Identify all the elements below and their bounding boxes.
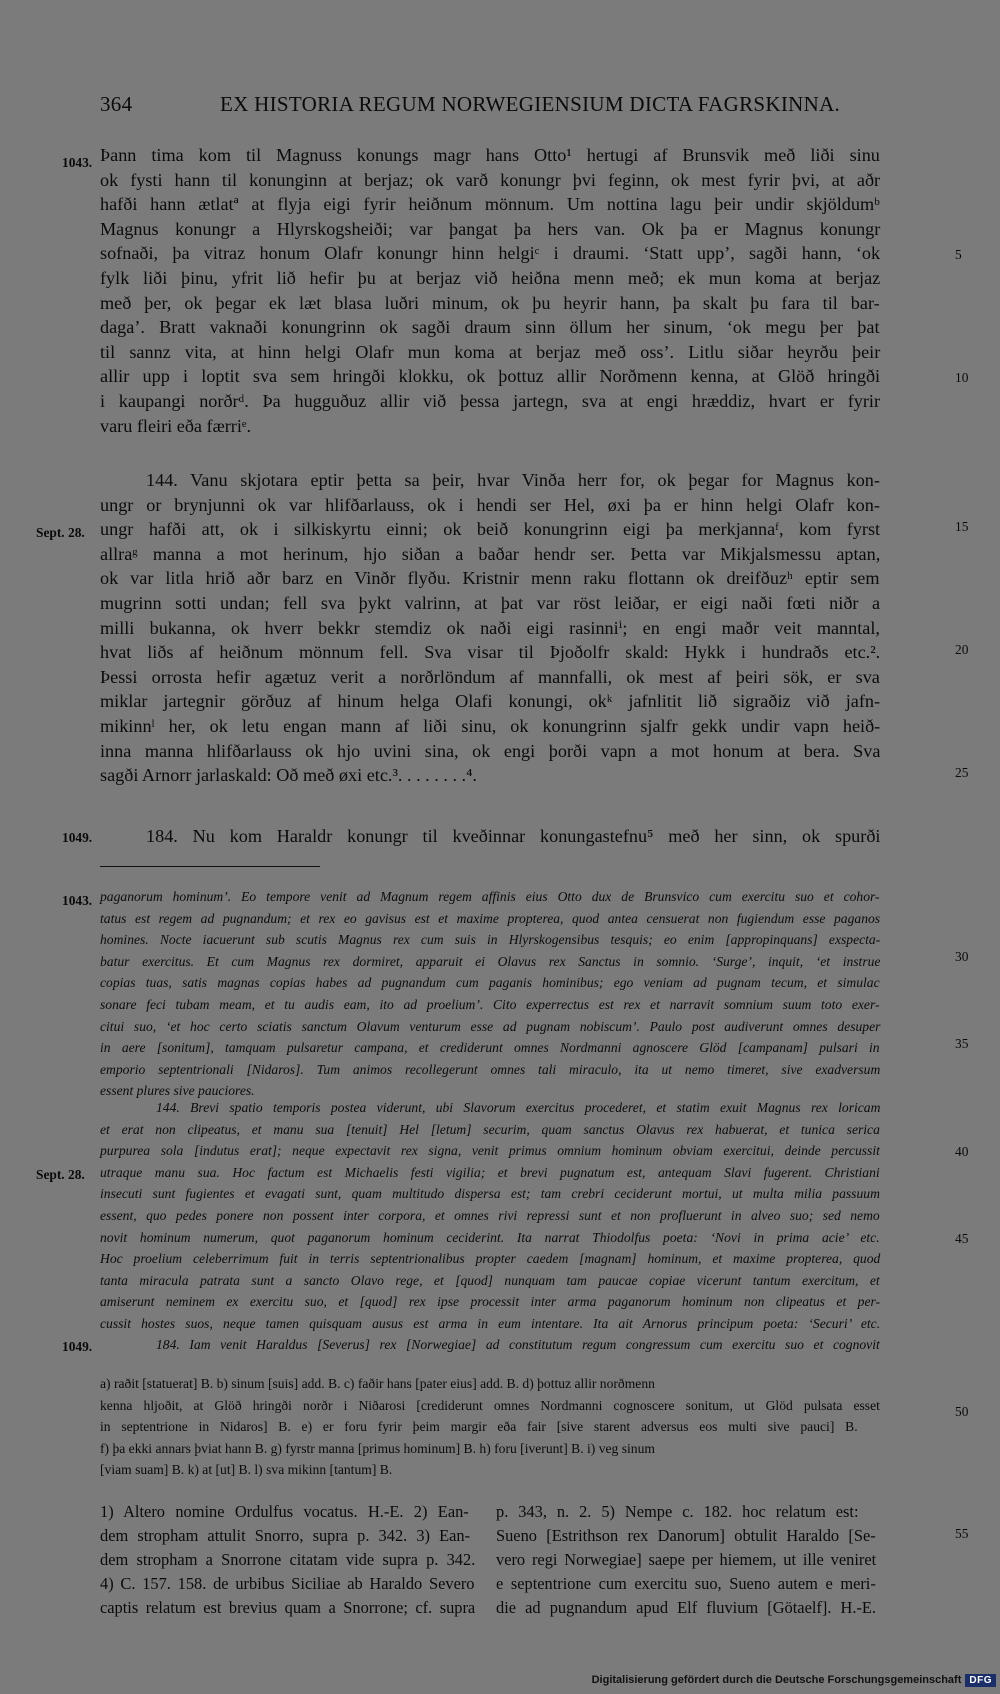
margin-note: Sept. 28.	[36, 1167, 85, 1182]
latin-text-line: 144. Brevi spatio temporis postea viderunt, ubi Slavorum exercitus procederet, et statim exuit Magnus rex loricam	[156, 1100, 881, 1115]
variants-line: [viam suam] B. k) at [ut] B. l) sva mikinn [tantum] B.	[100, 1462, 393, 1477]
latin-text-line: batur exercitus. Et cum Magnus rex dormiret, apparuit ei Olavus rex Sanctus in somnio. ‘Surge’, inquit, ‘et instrue	[100, 953, 881, 969]
latin-text-line: amiserunt neminem ex exercitu suo, et [quod] rex ipse processit inter arma paganorum hominum non clipeatus et per-	[100, 1294, 881, 1310]
latin-text-line: tanta miracula patrata sunt a sancto Olavo rege, et [quod] nunquam tam paucae copiae vicerunt tantum exercitum, et	[100, 1272, 880, 1288]
variants-line: in septentrione in Nidaros] B. e) er foru fyrir þeim margir eða fair [sive starent adversus eos multi sive pauci] B.	[100, 1419, 858, 1434]
main-text-line: Þann tima kom til Magnuss konungs magr hans Otto¹ hertugi af Brunsvik með liði sinu	[100, 145, 880, 165]
latin-text-line: essent, quo pedes ponere non possent inter corpora, et omnes rivi repressi sunt et non profluerunt in alveo suo; sed nemo	[100, 1208, 880, 1223]
dfg-banner	[592, 1672, 996, 1688]
footnotes-right-line: Sueno [Estrithson rex Danorum] obtulit Haraldo [Se-	[496, 1526, 876, 1545]
main-text-line: 144. Vanu skjotara eptir þetta sa þeir, hvar Vinða herr for, ok þegar for Magnus kon-	[146, 470, 880, 490]
latin-text-line: et erat non clipeatus, et manu sua [tenuit] Hel [letum] securim, quam sanctus Olavus rex habuerat, et tunica serica	[100, 1121, 880, 1137]
line-number: 20	[955, 642, 969, 657]
latin-text-line: tatus est regem ad pugnandum; et rex eo gavisus est et maxime propterea, quod antea censuerat non fugiendum esse paganos	[100, 910, 881, 926]
main-text-line: milli bukanna, ok hverr bekkr stemdiz ok naði eigi rasinniⁱ; en engi maðr veit manntal,	[100, 617, 880, 638]
main-text-line: inna manna hlifðarlauss ok hjo uvini sina, ok engi þorði vapn a mot honum at bera. Sva	[100, 740, 881, 761]
footnotes-left-line: dem stropham a Snorrone citatam vide supra p. 342.	[100, 1550, 476, 1569]
latin-text-line: novit hominum numerum, quot paganorum hominum ceciderint. Ita narrat Thiodolfus poeta: ‘Novi in prima acie’ etc.	[100, 1229, 880, 1245]
latin-text-line: copias tuas, satis magnas copias habes ad pugnandum cum paganis hominibus; ego veniam ad pugnam tecum, et simulac	[100, 975, 880, 991]
latin-text-line: emporio septentrionali [Nidaros]. Tum animos recollegerunt omnes tali miraculo, ita ut nemo timeret, sive exadversum	[100, 1061, 881, 1077]
footnotes-right-line: e septentrione cum exercitu suo, Sueno autem e meri-	[496, 1574, 876, 1593]
main-text-line: til sannz vita, at hinn helgi Olafr mun koma at berjaz með oss’. Litlu siðar heyrðu þeir	[100, 341, 881, 362]
line-number: 10	[955, 370, 969, 385]
latin-text-line: insecuti sunt fugientes et evagati sunt, quam multitudo dispersa est; tam crebri ceciderunt mortui, ut multa milia passuum	[100, 1186, 880, 1202]
main-text-line: allir upp i loptit sva sem hringði klokku, ok þottuz allir Norðmenn kenna, at Glöð hringði	[100, 366, 881, 387]
main-text-line: mugrinn sotti undan; fell sva þykt valrinn, at þat var röst leiðar, er eigi naði fœti niðr a	[100, 593, 881, 613]
latin-text-line: essent plures sive pauciores.	[100, 1083, 255, 1099]
margin-note: 1043.	[62, 893, 93, 908]
banner-text: Digitalisierung gefördert durch die Deutsche Forschungsgemeinschaft	[591, 1674, 962, 1686]
main-text-line: sofnaði, þa vitraz honum Olafr konungr hinn helgiᶜ i draumi. ‘Statt upp’, sagði hann, ‘ok	[100, 243, 881, 264]
main-text-line: allraᵍ manna a mot herinum, hjo siðan a baðar hendr ser. Þetta var Mikjalsmessu aptan,	[100, 543, 881, 564]
footnotes-right-line: p. 343, n. 2. 5) Nempe c. 182. hoc relatum est:	[496, 1502, 859, 1521]
line-number: 5	[955, 247, 962, 262]
margin-note: Sept. 28.	[36, 525, 85, 540]
line-number: 40	[955, 1144, 969, 1159]
main-text-line: ungr hafði att, ok i silkiskyrtu einni; ok beið konungrinn eigi þa merkjannaᶠ, kom fyrst	[100, 519, 881, 540]
line-number: 55	[955, 1526, 969, 1541]
latin-text-line: purpurea sola [indutus erat]; neque expectavit rex signa, venit primus omnium hominum obviam exercitui, deinde percussit	[100, 1143, 880, 1159]
footnotes-left-line: captis relatum est brevius quam a Snorrone; cf. supra	[100, 1598, 476, 1617]
footnotes-right-line: die ad pugnandum apud Elf fluvium [Götaelf]. H.-E.	[496, 1598, 877, 1617]
variants-line: a) raðit [statuerat] B. b) sinum [suis] add. B. c) faðir hans [pater eius] add. B. d) þottuz allir norðmenn	[100, 1376, 655, 1391]
line-number: 25	[955, 765, 969, 780]
footnotes-left-line: 1) Altero nomine Ordulfus vocatus. H.-E. 2) Ean-	[100, 1502, 469, 1521]
line-number: 15	[955, 519, 969, 534]
main-text-line: miklar jartegnir görðuz af hinum helga Olafi konungi, okᵏ jafnlitit lið sigraðiz við jafn-	[100, 691, 881, 712]
footnotes-right-line: vero regi Norwegiae] saepe per hiemem, ut ille veniret	[496, 1550, 877, 1569]
margin-note: 1043.	[62, 155, 93, 170]
margin-note: 1049.	[62, 1339, 93, 1354]
variants-line: f) þa ekki annars þviat hann B. g) fyrstr manna [primus hominum] B. h) foru [iverunt] B. i) veg sinum	[100, 1440, 655, 1456]
main-text-line: hafði hann ætlatª at flyja eigi fyrir heiðnum mönnum. Um nottina lagu þeir undir skjöldumᵇ	[100, 194, 880, 215]
line-number: 35	[955, 1036, 969, 1051]
page-number: 364	[100, 92, 133, 116]
main-text-line: varu fleiri eða færriᵉ.	[100, 415, 252, 436]
footnotes-left-line: 4) C. 157. 158. de urbibus Siciliae ab Haraldo Severo	[100, 1574, 475, 1593]
line-number: 30	[955, 949, 969, 964]
latin-text-line: citui suo, ‘et hoc certo sciatis sanctum Olavum venturum esse ad pugnam nobiscum’. Paulo post audiverunt omnes desuper	[100, 1018, 881, 1034]
main-text-line: ok fysti hann til konunginn at berjaz; ok varð konungr þvi feginn, ok mest fyrir þvi, at aðr	[100, 169, 881, 190]
main-text-line: með þer, ok þegar ek læt blasa luðri minum, ok þu heyrir hann, þa skalt þu fara til bar-	[100, 292, 880, 313]
variants-line: kenna hljoðit, at Glöð hringði norðr i Niðarosi [crediderunt omnes Nordmanni cognoscere sonitum, ut Glöd pulsata esset	[100, 1397, 880, 1413]
latin-text-line: cussit hostes suos, neque tamen quisquam ausus est arma in eum intentare. Ita ait Arnorus principum poeta: ‘Securi’ etc.	[100, 1316, 881, 1331]
latin-text-line: paganorum hominum’. Eo tempore venit ad Magnum regem affinis eius Otto dux de Brunsvico cum exercitu suo et cohor-	[100, 889, 880, 904]
latin-text-line: 184. Iam venit Haraldus [Severus] rex [Norwegiae] ad constitutum regum congressum cum exercitu suo et cognovit	[156, 1337, 880, 1352]
line-number: 50	[955, 1404, 969, 1419]
latin-text-line: utraque manu sua. Hoc factum est Michaelis festi vigilia; et brevi pugnatum est, antequam Slavi fugerent. Christiani	[100, 1164, 880, 1180]
main-text-line: mikinnˡ her, ok letu engan mann af liði sinu, ok konungrinn sjalfr gekk undir vapn heið-	[100, 716, 881, 736]
main-text-line: sagði Arnorr jarlaskald: Oð með øxi etc.³. . . . . . . .⁴.	[100, 765, 477, 786]
latin-text-line: sonare feci tubam meam, et tu audis eam, ito ad proelium’. Cito experrectus est rex et narravit somnium suum toto exer-	[100, 997, 880, 1012]
main-text-line: 184. Nu kom Haraldr konungr til kveðinnar konungastefnu⁵ með her sinn, ok spurði	[146, 826, 881, 846]
main-text-line: Magnus konungr a Hlyrskogsheiði; var þangat þa hers van. Ok þa er Magnus konungr	[100, 218, 881, 239]
margin-note: 1049.	[62, 830, 93, 845]
latin-text-line: in aere [sonitum], tamquam pulsaretur campana, et crediderunt omnes Nordmanni agnoscere Glöd [campanam] pulsari in	[100, 1040, 880, 1056]
main-text-line: Þessi orrosta hefir agætuz verit a norðrlöndum af mannfalli, ok mest af þeiri sök, er sva	[100, 666, 880, 687]
running-title: EX HISTORIA REGUM NORWEGIENSIUM DICTA FAGRSKINNA.	[220, 92, 841, 116]
line-number: 45	[955, 1231, 969, 1246]
footnote-rule	[100, 866, 320, 867]
footnotes-left-line: dem stropham attulit Snorro, supra p. 342. 3) Ean-	[100, 1526, 471, 1545]
main-text-line: fylk liði þinu, yfrit lið hefir þu at berjaz við heiðna menn með; ek mun koma at berjaz	[100, 268, 881, 288]
latin-text-line: homines. Nocte iacuerunt sub scutis Magnus rex cum suis in Hlyrskogensibus tesquis; eo enim [appropinquans] exspecta-	[100, 932, 881, 948]
dfg-logo-icon: DFG	[965, 1674, 996, 1687]
main-text-line: daga’. Bratt vaknaði konungrinn ok sagði draum sinn öllum her sinum, ‘ok megu þer þat	[100, 317, 880, 338]
latin-text-line: Hoc proelium celeberrimum fuit in terris septentrionalibus propter caedem [magnam] hominum, et maxime propterea, quod	[100, 1251, 881, 1267]
main-text-line: i kaupangi norðrᵈ. Þa hugguðuz allir við þessa jartegn, sva at engi hræddiz, hvart er fyrir	[100, 391, 881, 411]
main-text-line: hvat liðs af heiðnum mönnum fell. Sva visar til Þjoðolfr skald: Hykk i hundraðs etc.².	[100, 642, 881, 663]
main-text-line: ok var litla hrið aðr barz en Vinðr flyðu. Kristnir menn raku flottann ok dreifðuzʰ eptir sem	[100, 568, 880, 589]
main-text-line: ungr or brynjunni ok var hlifðarlauss, ok i hendi ser Hel, øxi þa er hinn helgi Olafr kon-	[100, 494, 880, 515]
